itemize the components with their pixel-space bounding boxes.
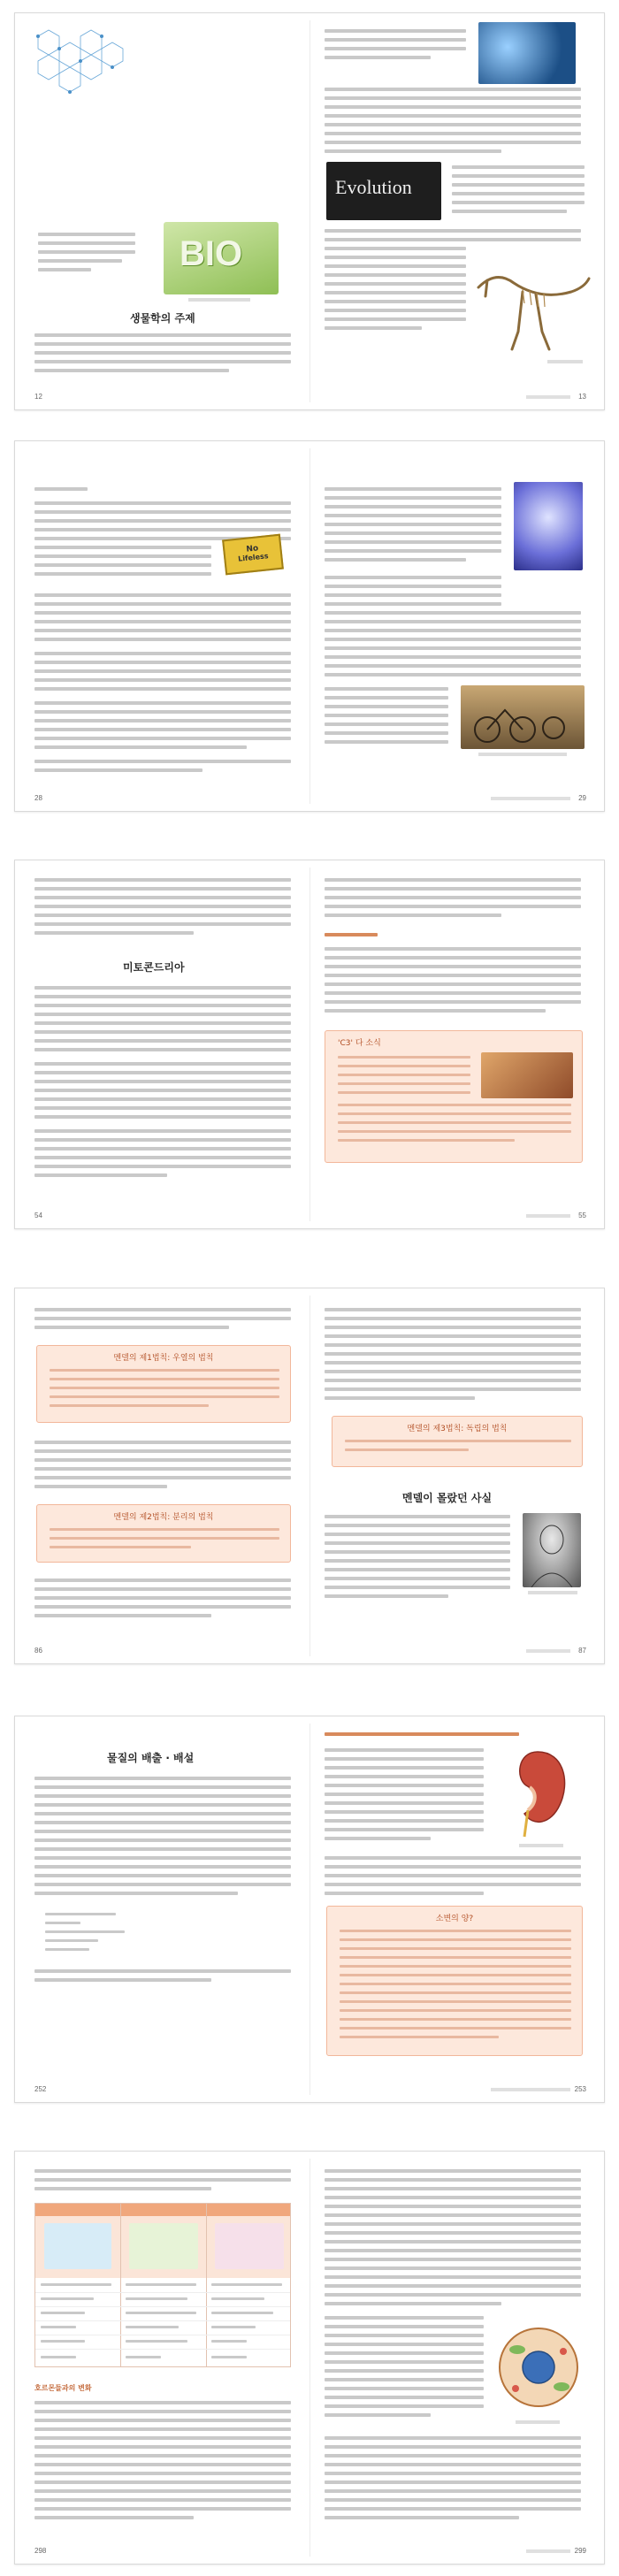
running-header-right <box>526 2549 570 2553</box>
folio-right: 29 <box>578 794 586 802</box>
spread-1 <box>14 12 605 410</box>
molecule-network-image <box>20 19 126 116</box>
bicycles-caption <box>478 753 567 756</box>
comparison-table <box>34 2203 291 2367</box>
folio-left: 298 <box>34 2547 47 2555</box>
page-87 <box>310 1288 605 1663</box>
evolution-image <box>326 162 441 220</box>
spread-5 <box>14 1716 605 2103</box>
subheading-line <box>325 1732 519 1736</box>
cells-image <box>478 22 576 84</box>
cell-diagram-image <box>493 2320 585 2417</box>
callout-box-title: 멘델의 제3법칙: 독립의 법칙 <box>407 1425 508 1433</box>
page-13 <box>310 13 605 409</box>
folio-right: 299 <box>574 2547 586 2555</box>
page-298 <box>15 2152 310 2564</box>
no-lifeless-sign-image <box>222 534 284 576</box>
running-header-right <box>526 1649 570 1653</box>
portrait-engraving-image <box>523 1513 581 1587</box>
folio-right: 253 <box>574 2085 586 2093</box>
spread-3 <box>14 860 605 1229</box>
folio-left: 252 <box>34 2085 47 2093</box>
folio-right: 13 <box>578 393 586 401</box>
section-heading-excretion: 물질의 배출 · 배설 <box>107 1752 195 1764</box>
spread-2 <box>14 440 605 812</box>
callout-box-c3 <box>325 1030 583 1163</box>
sign-line-1: No <box>246 544 259 554</box>
evolution-word: Evolution <box>335 176 412 198</box>
cell-diagram-caption <box>516 2420 560 2424</box>
spread-4 <box>14 1288 605 1664</box>
sign-line-2: Lifeless <box>237 552 269 563</box>
callout-box-law3 <box>332 1416 583 1467</box>
dinosaur-caption <box>547 360 583 363</box>
spread-6 <box>14 2151 605 2565</box>
running-header-right <box>491 2088 570 2091</box>
section-heading-hormones: 호르몬들과의 변화 <box>34 2384 92 2392</box>
callout-box-title: 멘델의 제2법칙: 분리의 법칙 <box>113 1513 214 1522</box>
page-55 <box>310 860 605 1228</box>
folio-left: 12 <box>34 393 42 401</box>
portrait-caption <box>528 1591 577 1594</box>
page-12 <box>15 13 310 409</box>
running-header-right <box>526 395 570 399</box>
folio-left: 28 <box>34 794 42 802</box>
page-28 <box>15 441 310 811</box>
callout-box-urine <box>326 1906 583 2056</box>
callout-box-title: 멘델의 제1법칙: 우열의 법칙 <box>113 1354 214 1363</box>
page-86 <box>15 1288 310 1663</box>
c3-photo <box>481 1052 573 1098</box>
kidney-diagram-image <box>498 1743 577 1840</box>
section-heading-mitochondria: 미토콘드리아 <box>123 961 185 974</box>
folio-right: 55 <box>578 1212 586 1219</box>
folio-left: 54 <box>34 1212 42 1219</box>
callout-box-title: 'C3' 다 소식 <box>338 1039 381 1048</box>
page-299 <box>310 2152 605 2564</box>
bicycles-image <box>461 685 585 749</box>
page-54 <box>15 860 310 1228</box>
running-header-right <box>491 797 570 800</box>
bio-image-caption <box>188 298 250 302</box>
section-heading-topic: 생물학의 주제 <box>130 312 195 325</box>
folio-right: 87 <box>578 1647 586 1655</box>
bio-word: BIO <box>180 234 243 273</box>
callout-box-law1 <box>36 1345 291 1423</box>
bio-grass-image <box>164 222 279 294</box>
subheading-line <box>325 933 378 936</box>
dinosaur-skeleton-image <box>470 252 593 358</box>
running-header-right <box>526 1214 570 1218</box>
page-253 <box>310 1716 605 2102</box>
folio-left: 86 <box>34 1647 42 1655</box>
callout-box-title: 소변의 양? <box>435 1915 474 1923</box>
callout-box-law2 <box>36 1504 291 1563</box>
section-heading-mendel: 멘델이 몰랐던 사실 <box>402 1492 493 1504</box>
kidney-caption <box>519 1844 563 1847</box>
page-29 <box>310 441 605 811</box>
page-252 <box>15 1716 310 2102</box>
microscope-cells-image <box>514 482 583 570</box>
